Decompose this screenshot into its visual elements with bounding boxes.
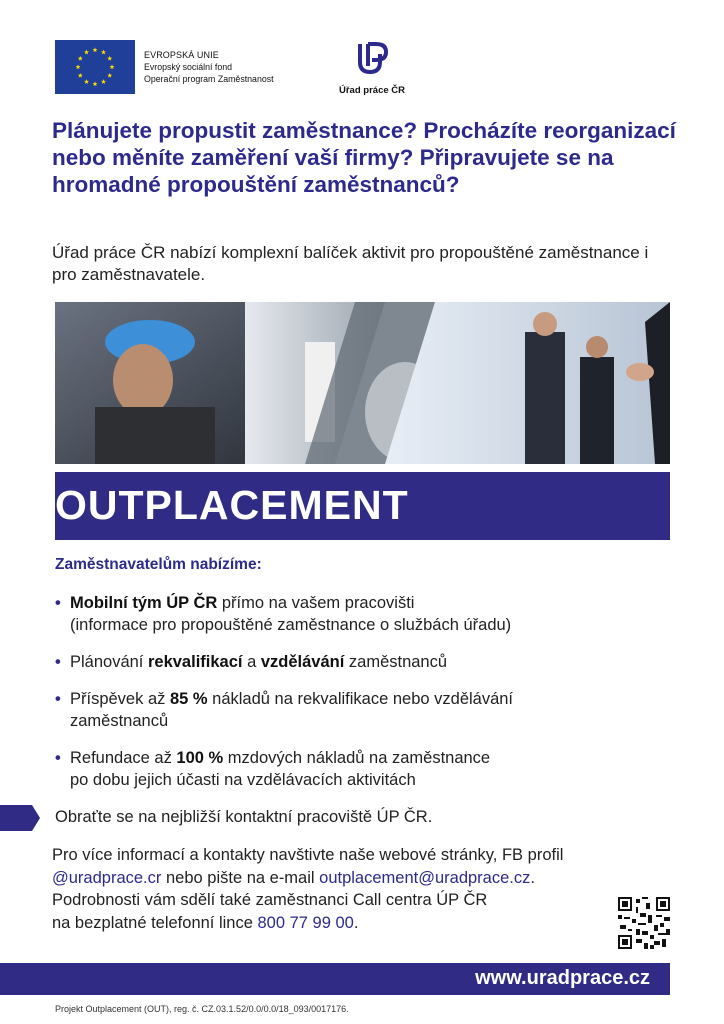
eu-line-3: Operační program Zaměstnanost (144, 74, 274, 84)
bullet-icon: • (55, 690, 61, 708)
bullet-icon: • (55, 653, 61, 671)
fb-profile-link[interactable]: @uradprace.cr (52, 868, 162, 887)
website-link[interactable]: www.uradprace.cz (475, 967, 650, 989)
eu-logo (55, 40, 274, 94)
bullet-icon: • (55, 749, 61, 767)
phone-link[interactable]: 800 77 99 00 (257, 913, 354, 932)
eu-star-icon (84, 50, 89, 55)
outplacement-banner (55, 472, 670, 540)
eu-star-icon (78, 73, 83, 78)
eu-text (144, 49, 274, 85)
bullet-text: nákladů na rekvalifikace nebo vzdělávání (207, 690, 514, 708)
bullet-text: zaměstnanců (70, 712, 169, 730)
footer-bar (0, 963, 670, 995)
eu-flag-icon (55, 40, 135, 94)
eu-star-icon (107, 73, 112, 78)
offer-list (55, 592, 675, 806)
info-text-3: . (530, 868, 535, 887)
eu-star-icon (110, 64, 115, 69)
bullet-icon: • (55, 594, 61, 612)
bullet-bold: 100 % (176, 749, 224, 767)
bullet-text: mzdových nákladů na zaměstnance (223, 749, 491, 767)
bullet-text: Plánování (70, 653, 148, 671)
info-text-2: nebo pište na e-mail (161, 868, 320, 887)
list-item (55, 592, 675, 636)
bullet-text: Příspěvek až (70, 690, 170, 708)
eu-star-icon (84, 79, 89, 84)
banner-title: OUTPLACEMENT (55, 482, 409, 528)
bullet-bold: rekvalifikací (147, 653, 243, 671)
info-text-6: . (353, 913, 359, 932)
intro-text: Úřad práce ČR nabízí komplexní balíček aktivit pro propouštěné zaměstnance i pro zaměstnavatele. (52, 243, 649, 284)
eu-star-icon (76, 64, 81, 69)
project-reg-text: Projekt Outplacement (OUT), reg. č. CZ.03.1.52/0.0/0.0/18_093/0017176. (55, 1004, 349, 1014)
info-text-4: Podrobnosti vám sdělí také zaměstnanci Call centra ÚP ČR (52, 891, 488, 909)
eu-line-2: Evropský sociální fond (144, 62, 233, 72)
bullet-bold: 85 % (169, 690, 208, 708)
email-link[interactable]: outplacement@uradprace.cz (319, 868, 531, 887)
qr-code-icon[interactable] (618, 897, 670, 949)
offer-title: Zaměstnavatelům nabízíme: (55, 556, 262, 573)
eu-line-1: EVROPSKÁ UNIE (144, 50, 219, 60)
arrow-marker-icon (0, 805, 40, 831)
list-item (55, 747, 675, 791)
eu-star-icon (93, 47, 98, 52)
bullet-text: (informace pro propouštěné zaměstnance o službách úřadu) (70, 616, 512, 634)
bullet-text: zaměstnanců (344, 653, 448, 671)
bullet-text: po dobu jejich účasti na vzdělávacích aktivitách (70, 771, 416, 789)
photo-strip (55, 302, 670, 464)
eu-star-icon (107, 56, 112, 61)
list-item (55, 688, 675, 732)
bullet-text: Refundace až (70, 749, 177, 767)
bullet-text: a (242, 653, 261, 671)
bullet-bold: Mobilní tým ÚP ČR (70, 594, 218, 612)
up-logo-name: Úřad práce ČR (339, 85, 405, 96)
eu-star-icon (101, 79, 106, 84)
up-logo (332, 40, 412, 96)
eu-star-icon (78, 56, 83, 61)
info-text (52, 844, 672, 934)
eu-star-icon (101, 50, 106, 55)
list-item (55, 651, 675, 673)
bullet-bold: vzdělávání (260, 653, 345, 671)
eu-star-icon (93, 81, 98, 86)
contact-text: Obraťte se na nejbližší kontaktní pracoviště ÚP ČR. (55, 808, 433, 826)
info-text-1: Pro více informací a kontakty navštivte naše webové stránky, FB profil (52, 846, 564, 864)
headline: Plánujete propustit zaměstnance? Procházíte reorganizací nebo měníte zaměření vaší firmy? Připravujete se na hromadné propouštění zaměstnanců? (52, 118, 676, 197)
up-logo-icon (352, 40, 392, 78)
bullet-text: přímo na vašem pracovišti (217, 594, 415, 612)
info-text-5: na bezplatné telefonní lince (52, 913, 258, 932)
